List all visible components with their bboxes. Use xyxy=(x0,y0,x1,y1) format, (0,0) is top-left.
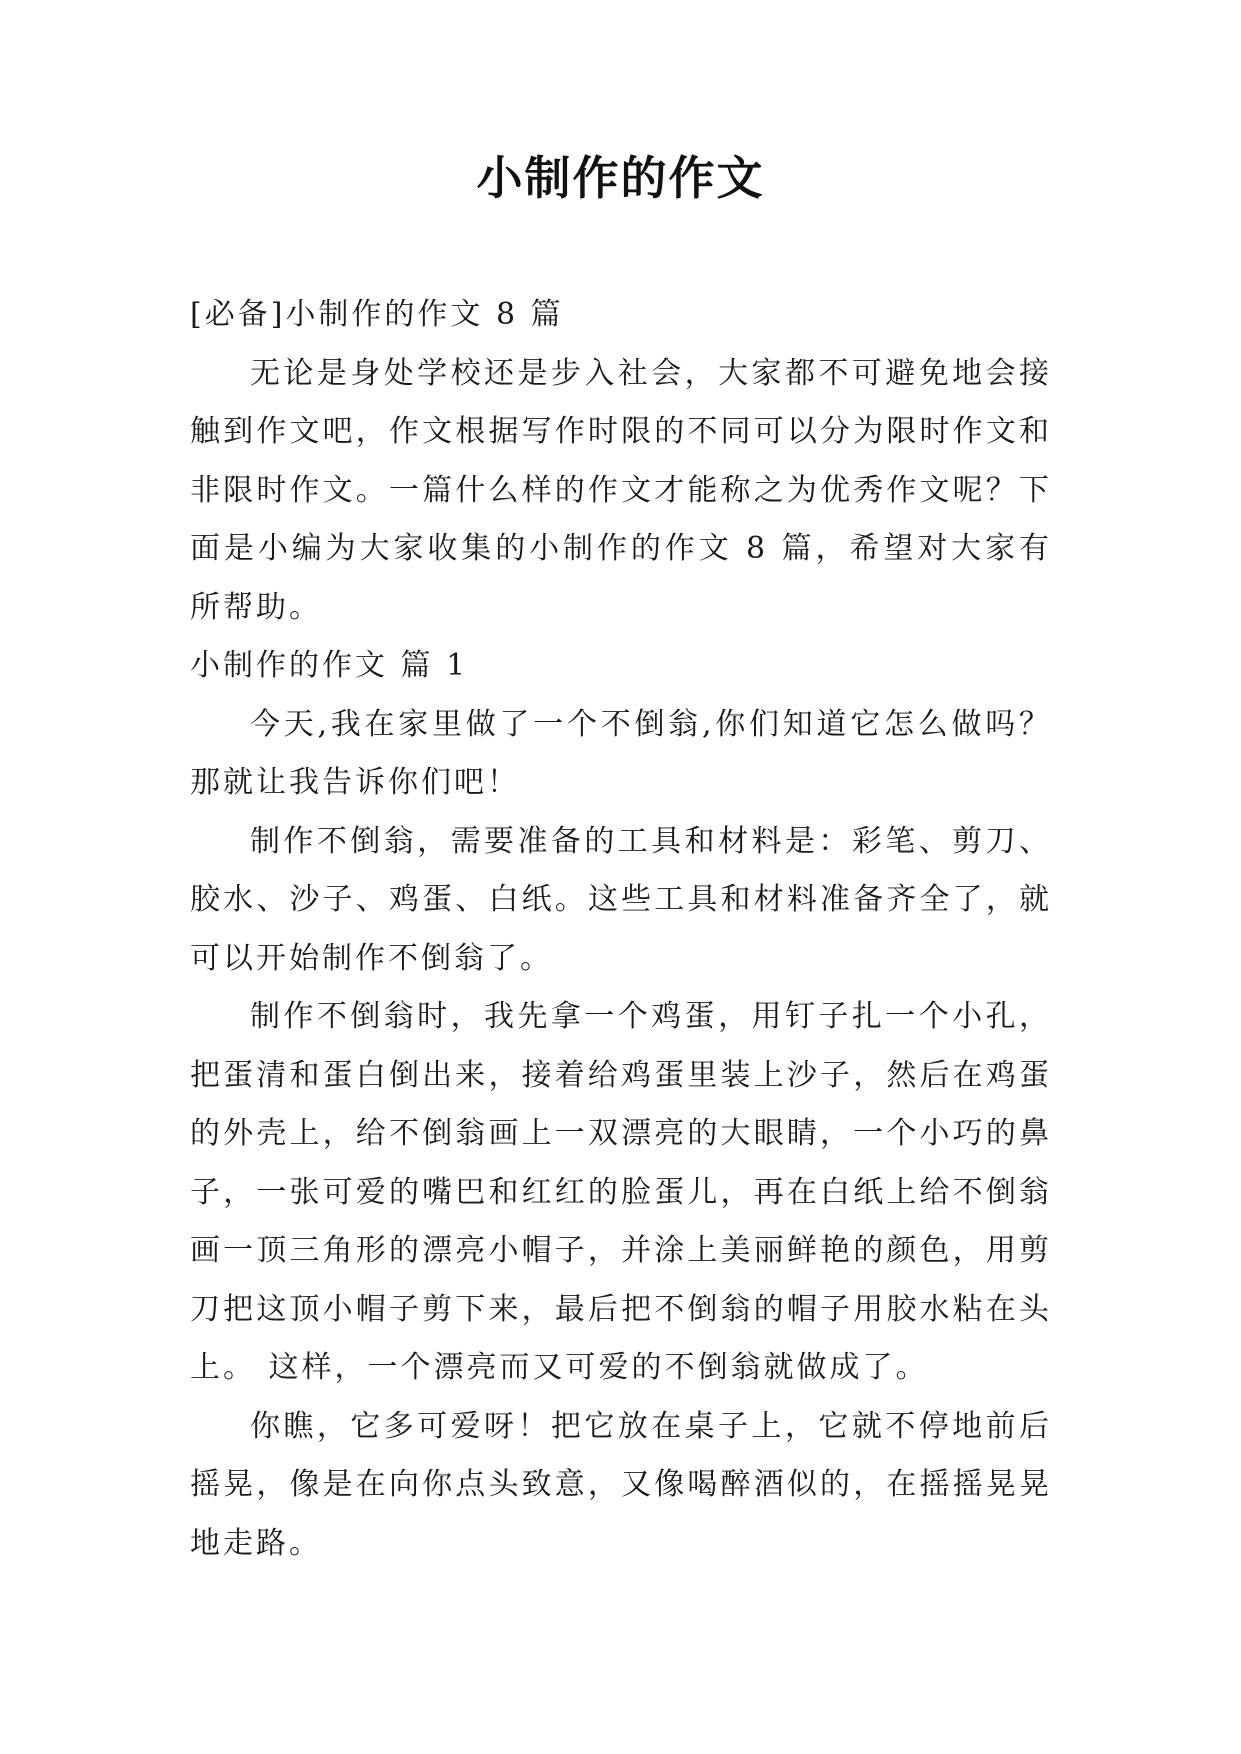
document-body xyxy=(190,286,1052,1573)
section-heading: 小制作的作文 篇 1 xyxy=(190,648,469,683)
document-subtitle: [必备]小制作的作文 8 篇 xyxy=(190,297,564,332)
body-paragraph: 今天,我在家里做了一个不倒翁,你们知道它怎么做吗？那就让我告诉你们吧！ xyxy=(190,706,1052,800)
body-paragraph: 制作不倒翁，需要准备的工具和材料是：彩笔、剪刀、胶水、沙子、鸡蛋、白纸。这些工具和材料准备齐全了，就可以开始制作不倒翁了。 xyxy=(190,823,1052,976)
document-title: 小制作的作文 xyxy=(476,151,765,205)
body-paragraph: 制作不倒翁时，我先拿一个鸡蛋，用钉子扎一个小孔，把蛋清和蛋白倒出来，接着给鸡蛋里装上沙子，然后在鸡蛋的外壳上，给不倒翁画上一双漂亮的大眼睛，一个小巧的鼻子，一张可爱的嘴巴和红红的脸蛋儿，再在白纸上给不倒翁画一顶三角形的漂亮小帽子，并涂上美丽鲜艳的颜色，用剪刀把这顶小帽子剪下来，最后把不倒翁的帽子用胶水粘在头上。 这样，一个漂亮而又可爱的不倒翁就做成了。 xyxy=(190,999,1052,1385)
intro-paragraph: 无论是身处学校还是步入社会，大家都不可避免地会接触到作文吧，作文根据写作时限的不同可以分为限时作文和非限时作文。一篇什么样的作文才能称之为优秀作文呢？下面是小编为大家收集的小制作的作文 8 篇，希望对大家有所帮助。 xyxy=(190,355,1052,625)
body-paragraph: 你瞧，它多可爱呀！把它放在桌子上，它就不停地前后摇晃，像是在向你点头致意，又像喝醉酒似的，在摇摇晃晃地走路。 xyxy=(190,1408,1052,1561)
